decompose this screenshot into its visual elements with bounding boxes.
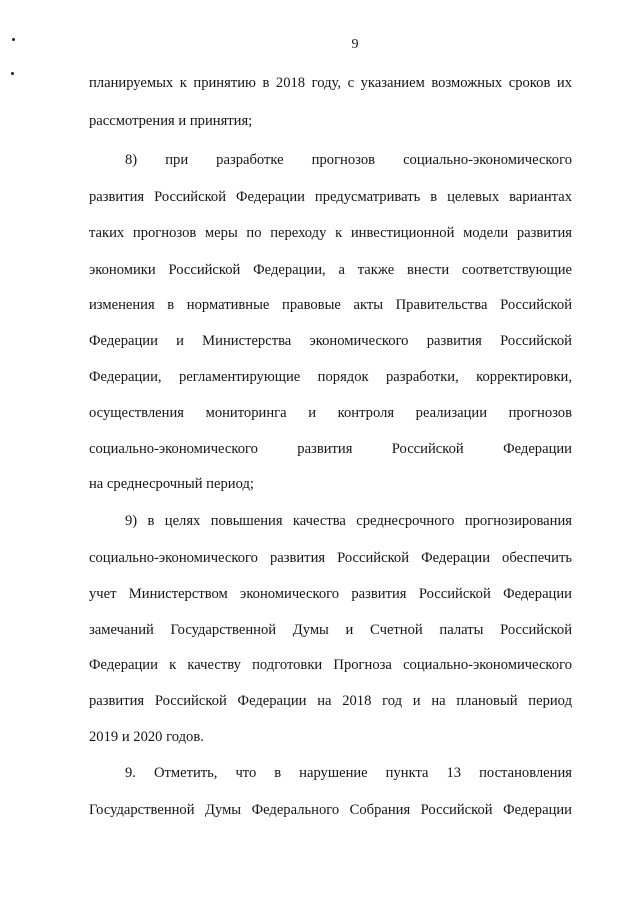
text-line: 8) при разработке прогнозов социально-экономического — [125, 152, 572, 168]
text-line: Государственной Думы Федерального Собрания Российской Федерации — [89, 802, 572, 818]
text-line: изменения в нормативные правовые акты Правительства Российской — [89, 297, 572, 313]
text-line: социально-экономического развития Российской Федерации обеспечить — [89, 550, 572, 566]
text-line: рассмотрения и принятия; — [89, 113, 253, 129]
text-line: развития Российской Федерации предусматривать в целевых вариантах — [89, 189, 572, 205]
text-line: развития Российской Федерации на 2018 год и на плановый период — [89, 693, 572, 709]
text-line: экономики Российской Федерации, а также внести соответствующие — [89, 262, 572, 278]
text-line: Федерации, регламентирующие порядок разработки, корректировки, — [89, 369, 572, 385]
text-line: Федерации к качеству подготовки Прогноза социально-экономического — [89, 657, 572, 673]
text-line: 2019 и 2020 годов. — [89, 729, 204, 745]
text-line: учет Министерством экономического развития Российской Федерации — [89, 586, 572, 602]
text-line: таких прогнозов меры по переходу к инвестиционной модели развития — [89, 225, 572, 241]
text-line: 9) в целях повышения качества среднесрочного прогнозирования — [125, 513, 572, 529]
text-line: Федерации и Министерства экономического развития Российской — [89, 333, 572, 349]
text-line: социально-экономического развития Российской Федерации — [89, 441, 572, 457]
text-line: на среднесрочный период; — [89, 476, 254, 492]
text-line: замечаний Государственной Думы и Счетной палаты Российской — [89, 622, 572, 638]
text-line: 9. Отметить, что в нарушение пункта 13 постановления — [125, 765, 572, 781]
text-line: осуществления мониторинга и контроля реализации прогнозов — [89, 405, 572, 421]
text-line: планируемых к принятию в 2018 году, с указанием возможных сроков их — [89, 75, 572, 91]
scan-artifact-dot — [11, 72, 14, 75]
page-number: 9 — [351, 37, 359, 52]
